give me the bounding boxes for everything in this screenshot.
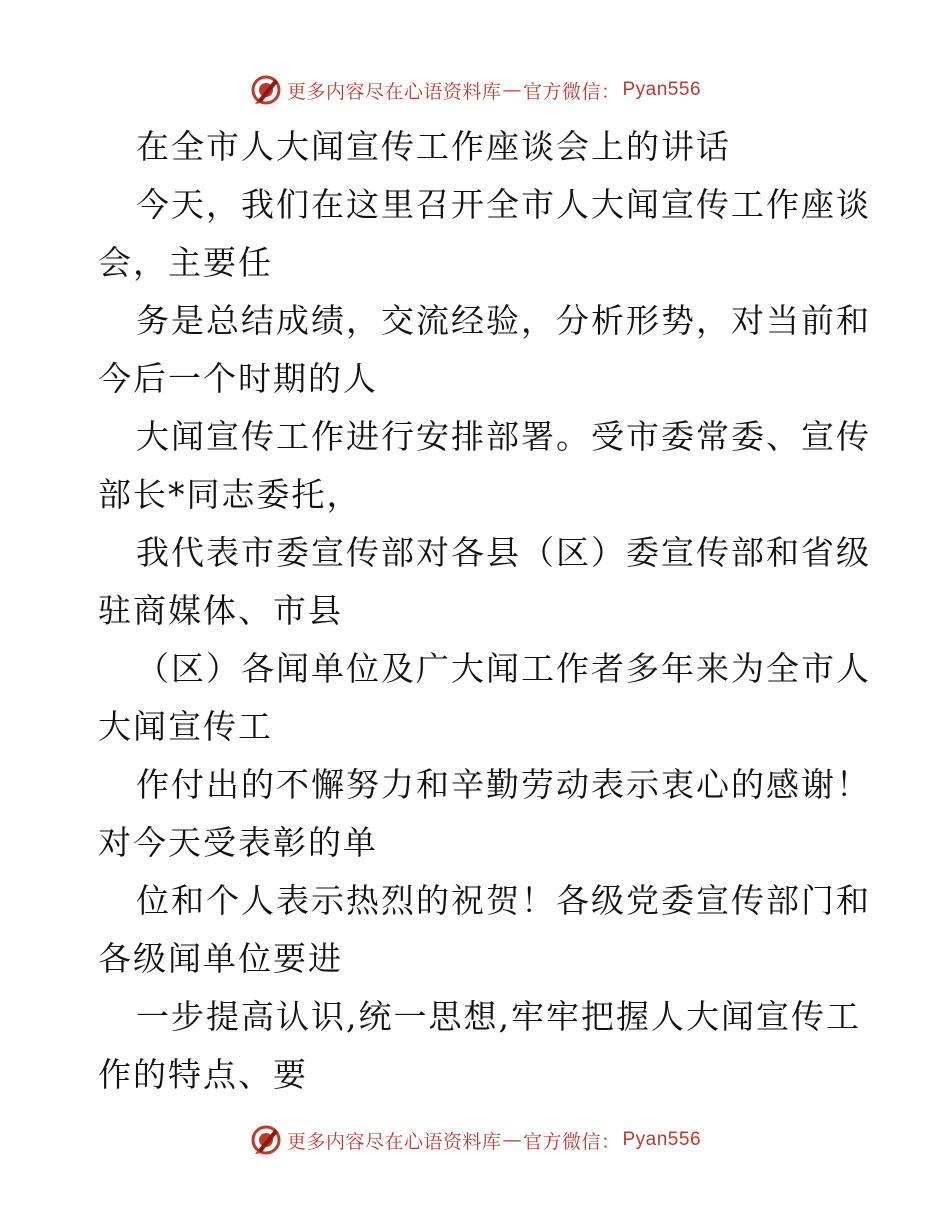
text-line: （区）各闻单位及广大闻工作者多年来为全市人 — [136, 649, 871, 688]
text-line: 我代表市委宣传部对各县（区）委宣传部和省级 — [136, 533, 871, 572]
watermark-main-text: 更多内容尽在心语资料库 — [286, 80, 502, 103]
text-line: 务是总结成绩，交流经验，分析形势，对当前和 — [136, 301, 871, 340]
document-title: 在全市人大闻宣传工作座谈会上的讲话 — [136, 127, 731, 166]
watermark-official-label: 官方微信： — [522, 80, 621, 103]
text-line: 作付出的不懈努力和辛勤劳动表示衷心的感谢！ — [136, 765, 871, 804]
text-line: 大闻宣传工作进行安排部署。受市委常委、宣传 — [136, 417, 871, 456]
text-line: 会，主要任 — [98, 243, 273, 282]
watermark-dash: — — [502, 1129, 522, 1151]
text-line: 一步提高认识,统一思想,牢牢把握人大闻宣传工 — [136, 997, 861, 1036]
pen-logo-icon — [249, 73, 283, 107]
watermark-wechat-id: Pyan556 — [622, 1129, 702, 1150]
watermark-main-text: 更多内容尽在心语资料库 — [286, 1130, 502, 1153]
text-line: 大闻宣传工 — [98, 707, 273, 746]
header-watermark — [0, 70, 950, 110]
text-line: 今后一个时期的人 — [98, 359, 378, 398]
watermark-wechat-id: Pyan556 — [622, 79, 702, 100]
text-line: 部长*同志委托， — [98, 475, 362, 514]
text-line: 今天，我们在这里召开全市人大闻宣传工作座谈 — [136, 185, 871, 224]
document-body — [98, 118, 871, 1104]
text-line: 作的特点、要 — [98, 1055, 308, 1094]
watermark-official-label: 官方微信： — [522, 1130, 621, 1153]
text-line: 位和个人表示热烈的祝贺！各级党委宣传部门和 — [136, 881, 871, 920]
text-line: 驻商媒体、市县 — [98, 591, 343, 630]
footer-watermark — [0, 1120, 950, 1160]
watermark-dash: — — [502, 79, 522, 101]
text-line: 对今天受表彰的单 — [98, 823, 378, 862]
text-line: 各级闻单位要进 — [98, 939, 343, 978]
pen-logo-icon — [249, 1123, 283, 1157]
